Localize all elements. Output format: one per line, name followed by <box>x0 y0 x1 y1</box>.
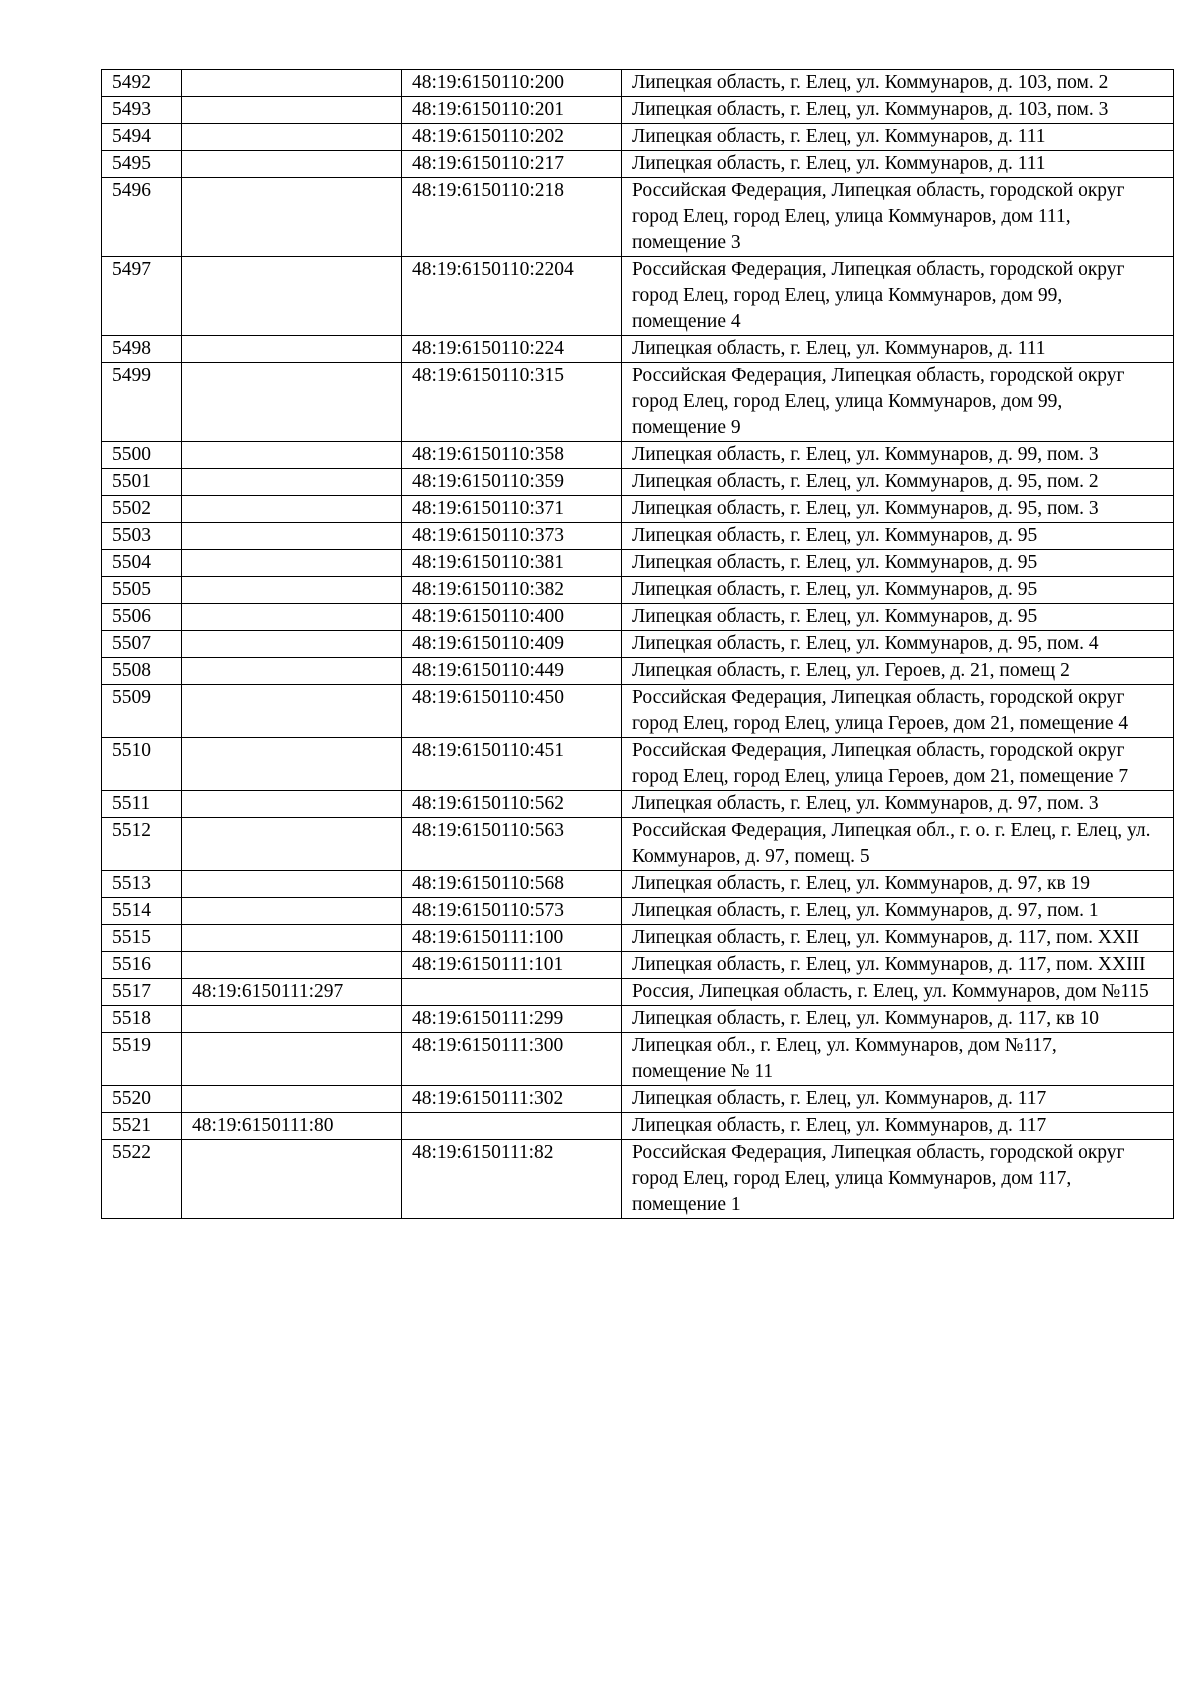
address-cell: Липецкая область, г. Елец, ул. Коммунаров, д. 117, пом. XXIII <box>622 952 1174 979</box>
land-cadastral-number-cell <box>182 550 402 577</box>
row-number-cell: 5514 <box>102 898 182 925</box>
land-cadastral-number-cell <box>182 70 402 97</box>
object-cadastral-number-cell: 48:19:6150110:573 <box>402 898 622 925</box>
land-cadastral-number-cell <box>182 496 402 523</box>
land-cadastral-number-cell <box>182 925 402 952</box>
row-number-cell: 5499 <box>102 363 182 442</box>
land-cadastral-number-cell <box>182 1086 402 1113</box>
object-cadastral-number-cell: 48:19:6150110:382 <box>402 577 622 604</box>
address-cell: Липецкая область, г. Елец, ул. Коммунаров, д. 111 <box>622 124 1174 151</box>
address-cell: Липецкая область, г. Елец, ул. Коммунаров, д. 103, пом. 2 <box>622 70 1174 97</box>
table-row <box>102 952 1174 979</box>
row-number-cell: 5506 <box>102 604 182 631</box>
table-row <box>102 604 1174 631</box>
object-cadastral-number-cell: 48:19:6150110:371 <box>402 496 622 523</box>
row-number-cell: 5505 <box>102 577 182 604</box>
table-row <box>102 257 1174 336</box>
address-cell: Липецкая область, г. Елец, ул. Коммунаров, д. 111 <box>622 151 1174 178</box>
address-cell: Российская Федерация, Липецкая область, городской округ город Елец, город Елец, улица Коммунаров, дом 99, помещение 4 <box>622 257 1174 336</box>
table-row <box>102 469 1174 496</box>
address-cell: Липецкая область, г. Елец, ул. Коммунаров, д. 97, пом. 1 <box>622 898 1174 925</box>
address-cell: Липецкая область, г. Елец, ул. Коммунаров, д. 117, кв 10 <box>622 1006 1174 1033</box>
object-cadastral-number-cell: 48:19:6150110:568 <box>402 871 622 898</box>
row-number-cell: 5522 <box>102 1140 182 1219</box>
land-cadastral-number-cell <box>182 685 402 738</box>
address-cell: Липецкая область, г. Елец, ул. Коммунаров, д. 117, пом. XXII <box>622 925 1174 952</box>
row-number-cell: 5512 <box>102 818 182 871</box>
row-number-cell: 5494 <box>102 124 182 151</box>
land-cadastral-number-cell <box>182 818 402 871</box>
row-number-cell: 5508 <box>102 658 182 685</box>
address-cell: Липецкая область, г. Елец, ул. Коммунаров, д. 97, кв 19 <box>622 871 1174 898</box>
object-cadastral-number-cell <box>402 979 622 1006</box>
land-cadastral-number-cell <box>182 442 402 469</box>
address-cell: Российская Федерация, Липецкая область, городской округ город Елец, город Елец, улица Коммунаров, дом 99, помещение 9 <box>622 363 1174 442</box>
row-number-cell: 5518 <box>102 1006 182 1033</box>
land-cadastral-number-cell <box>182 791 402 818</box>
address-cell: Липецкая область, г. Елец, ул. Коммунаров, д. 99, пом. 3 <box>622 442 1174 469</box>
address-cell: Российская Федерация, Липецкая область, городской округ город Елец, город Елец, улица Героев, дом 21, помещение 7 <box>622 738 1174 791</box>
land-cadastral-number-cell <box>182 178 402 257</box>
land-cadastral-number-cell: 48:19:6150111:297 <box>182 979 402 1006</box>
row-number-cell: 5515 <box>102 925 182 952</box>
object-cadastral-number-cell: 48:19:6150110:359 <box>402 469 622 496</box>
land-cadastral-number-cell <box>182 952 402 979</box>
address-cell: Липецкая область, г. Елец, ул. Коммунаров, д. 95, пом. 2 <box>622 469 1174 496</box>
table-row <box>102 818 1174 871</box>
land-cadastral-number-cell <box>182 1006 402 1033</box>
address-cell: Липецкая область, г. Елец, ул. Коммунаров, д. 95 <box>622 523 1174 550</box>
object-cadastral-number-cell: 48:19:6150111:82 <box>402 1140 622 1219</box>
row-number-cell: 5509 <box>102 685 182 738</box>
address-cell: Россия, Липецкая область, г. Елец, ул. Коммунаров, дом №115 <box>622 979 1174 1006</box>
object-cadastral-number-cell: 48:19:6150111:100 <box>402 925 622 952</box>
row-number-cell: 5497 <box>102 257 182 336</box>
object-cadastral-number-cell: 48:19:6150110:451 <box>402 738 622 791</box>
land-cadastral-number-cell <box>182 336 402 363</box>
address-cell: Липецкая область, г. Елец, ул. Коммунаров, д. 117 <box>622 1113 1174 1140</box>
object-cadastral-number-cell: 48:19:6150110:409 <box>402 631 622 658</box>
row-number-cell: 5513 <box>102 871 182 898</box>
table-row <box>102 738 1174 791</box>
table-row <box>102 178 1174 257</box>
land-cadastral-number-cell <box>182 738 402 791</box>
address-cell: Липецкая область, г. Елец, ул. Коммунаров, д. 95 <box>622 550 1174 577</box>
row-number-cell: 5516 <box>102 952 182 979</box>
land-cadastral-number-cell: 48:19:6150111:80 <box>182 1113 402 1140</box>
land-cadastral-number-cell <box>182 257 402 336</box>
table-row <box>102 1113 1174 1140</box>
object-cadastral-number-cell: 48:19:6150110:373 <box>402 523 622 550</box>
row-number-cell: 5520 <box>102 1086 182 1113</box>
address-cell: Липецкая область, г. Елец, ул. Коммунаров, д. 97, пом. 3 <box>622 791 1174 818</box>
row-number-cell: 5502 <box>102 496 182 523</box>
object-cadastral-number-cell: 48:19:6150110:563 <box>402 818 622 871</box>
object-cadastral-number-cell: 48:19:6150110:224 <box>402 336 622 363</box>
object-cadastral-number-cell: 48:19:6150110:562 <box>402 791 622 818</box>
object-cadastral-number-cell: 48:19:6150111:101 <box>402 952 622 979</box>
table-row <box>102 70 1174 97</box>
land-cadastral-number-cell <box>182 631 402 658</box>
land-cadastral-number-cell <box>182 124 402 151</box>
address-cell: Липецкая область, г. Елец, ул. Героев, д. 21, помещ 2 <box>622 658 1174 685</box>
row-number-cell: 5493 <box>102 97 182 124</box>
address-cell: Липецкая область, г. Елец, ул. Коммунаров, д. 95 <box>622 577 1174 604</box>
row-number-cell: 5501 <box>102 469 182 496</box>
registry-table-body <box>102 70 1174 1219</box>
row-number-cell: 5510 <box>102 738 182 791</box>
land-cadastral-number-cell <box>182 1140 402 1219</box>
land-cadastral-number-cell <box>182 1033 402 1086</box>
object-cadastral-number-cell: 48:19:6150110:202 <box>402 124 622 151</box>
land-cadastral-number-cell <box>182 898 402 925</box>
object-cadastral-number-cell: 48:19:6150110:217 <box>402 151 622 178</box>
object-cadastral-number-cell <box>402 1113 622 1140</box>
table-row <box>102 496 1174 523</box>
row-number-cell: 5511 <box>102 791 182 818</box>
address-cell: Российская Федерация, Липецкая область, городской округ город Елец, город Елец, улица Героев, дом 21, помещение 4 <box>622 685 1174 738</box>
address-cell: Липецкая область, г. Елец, ул. Коммунаров, д. 103, пом. 3 <box>622 97 1174 124</box>
table-row <box>102 658 1174 685</box>
land-cadastral-number-cell <box>182 871 402 898</box>
address-cell: Российская Федерация, Липецкая область, городской округ город Елец, город Елец, улица Коммунаров, дом 111, помещение 3 <box>622 178 1174 257</box>
table-row <box>102 898 1174 925</box>
object-cadastral-number-cell: 48:19:6150111:299 <box>402 1006 622 1033</box>
address-cell: Российская Федерация, Липецкая обл., г. о. г. Елец, г. Елец, ул. Коммунаров, д. 97, помещ. 5 <box>622 818 1174 871</box>
table-row <box>102 336 1174 363</box>
table-row <box>102 791 1174 818</box>
object-cadastral-number-cell: 48:19:6150110:449 <box>402 658 622 685</box>
object-cadastral-number-cell: 48:19:6150110:218 <box>402 178 622 257</box>
row-number-cell: 5517 <box>102 979 182 1006</box>
object-cadastral-number-cell: 48:19:6150111:302 <box>402 1086 622 1113</box>
object-cadastral-number-cell: 48:19:6150110:200 <box>402 70 622 97</box>
row-number-cell: 5492 <box>102 70 182 97</box>
table-row <box>102 871 1174 898</box>
table-row <box>102 685 1174 738</box>
row-number-cell: 5507 <box>102 631 182 658</box>
object-cadastral-number-cell: 48:19:6150110:450 <box>402 685 622 738</box>
land-cadastral-number-cell <box>182 523 402 550</box>
table-row <box>102 1086 1174 1113</box>
registry-table <box>101 69 1174 1219</box>
object-cadastral-number-cell: 48:19:6150110:315 <box>402 363 622 442</box>
object-cadastral-number-cell: 48:19:6150110:358 <box>402 442 622 469</box>
row-number-cell: 5503 <box>102 523 182 550</box>
object-cadastral-number-cell: 48:19:6150110:400 <box>402 604 622 631</box>
table-row <box>102 550 1174 577</box>
row-number-cell: 5495 <box>102 151 182 178</box>
row-number-cell: 5521 <box>102 1113 182 1140</box>
table-row <box>102 151 1174 178</box>
address-cell: Липецкая область, г. Елец, ул. Коммунаров, д. 95, пом. 4 <box>622 631 1174 658</box>
row-number-cell: 5496 <box>102 178 182 257</box>
row-number-cell: 5498 <box>102 336 182 363</box>
table-row <box>102 925 1174 952</box>
object-cadastral-number-cell: 48:19:6150110:381 <box>402 550 622 577</box>
land-cadastral-number-cell <box>182 469 402 496</box>
address-cell: Липецкая область, г. Елец, ул. Коммунаров, д. 95, пом. 3 <box>622 496 1174 523</box>
land-cadastral-number-cell <box>182 658 402 685</box>
table-row <box>102 1033 1174 1086</box>
table-row <box>102 1140 1174 1219</box>
table-row <box>102 124 1174 151</box>
object-cadastral-number-cell: 48:19:6150111:300 <box>402 1033 622 1086</box>
land-cadastral-number-cell <box>182 151 402 178</box>
land-cadastral-number-cell <box>182 604 402 631</box>
table-row <box>102 523 1174 550</box>
table-row <box>102 631 1174 658</box>
address-cell: Липецкая обл., г. Елец, ул. Коммунаров, дом №117, помещение № 11 <box>622 1033 1174 1086</box>
table-row <box>102 363 1174 442</box>
land-cadastral-number-cell <box>182 363 402 442</box>
address-cell: Липецкая область, г. Елец, ул. Коммунаров, д. 111 <box>622 336 1174 363</box>
table-row <box>102 577 1174 604</box>
object-cadastral-number-cell: 48:19:6150110:2204 <box>402 257 622 336</box>
table-row <box>102 442 1174 469</box>
row-number-cell: 5500 <box>102 442 182 469</box>
land-cadastral-number-cell <box>182 97 402 124</box>
address-cell: Российская Федерация, Липецкая область, городской округ город Елец, город Елец, улица Коммунаров, дом 117, помещение 1 <box>622 1140 1174 1219</box>
table-row <box>102 1006 1174 1033</box>
address-cell: Липецкая область, г. Елец, ул. Коммунаров, д. 117 <box>622 1086 1174 1113</box>
object-cadastral-number-cell: 48:19:6150110:201 <box>402 97 622 124</box>
land-cadastral-number-cell <box>182 577 402 604</box>
table-row <box>102 97 1174 124</box>
table-row <box>102 979 1174 1006</box>
row-number-cell: 5519 <box>102 1033 182 1086</box>
address-cell: Липецкая область, г. Елец, ул. Коммунаров, д. 95 <box>622 604 1174 631</box>
row-number-cell: 5504 <box>102 550 182 577</box>
